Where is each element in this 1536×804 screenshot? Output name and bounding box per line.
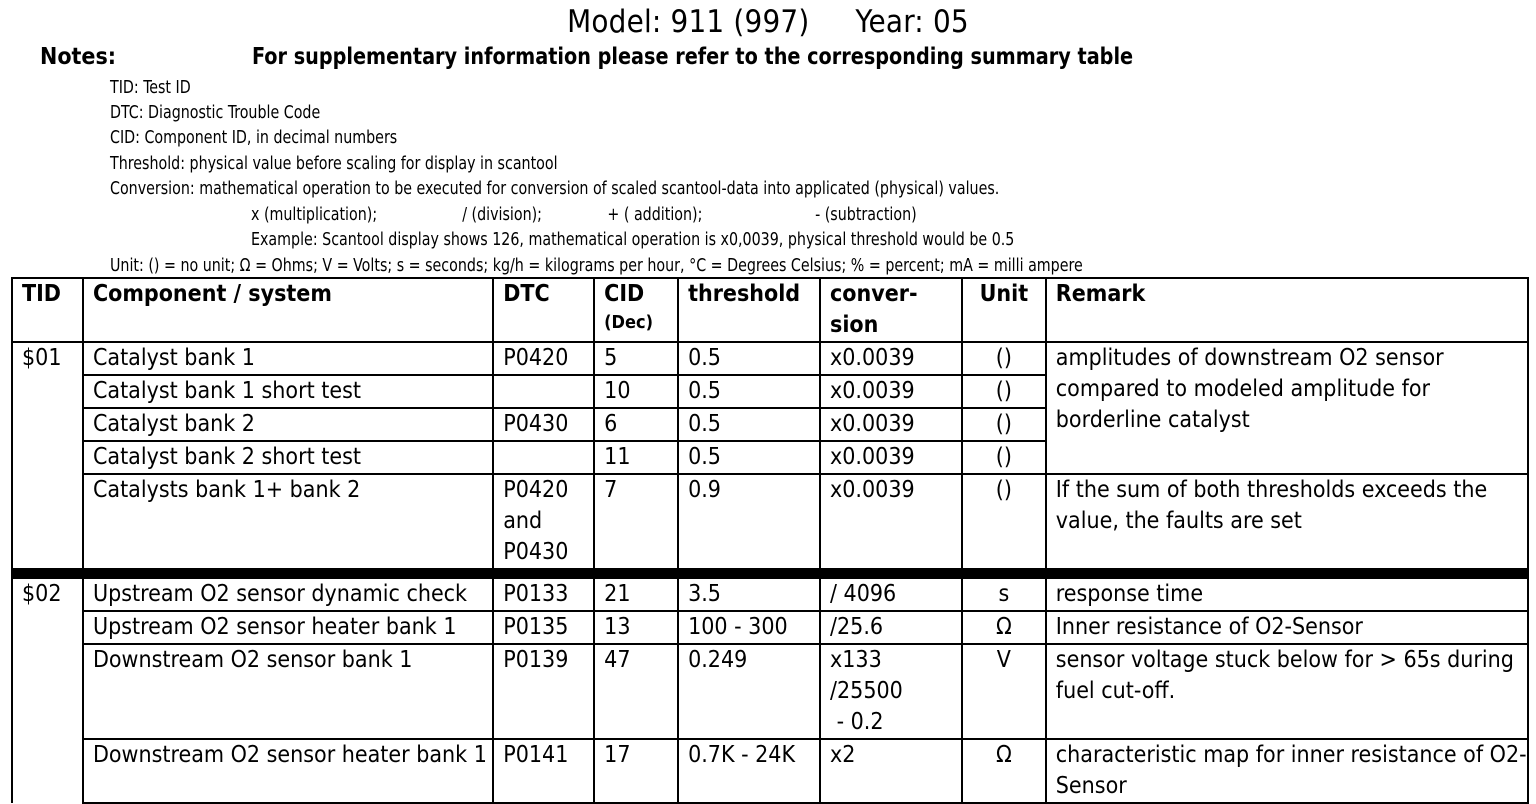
conversion-cell xyxy=(820,644,962,739)
dtc-cell: P0139 xyxy=(493,644,594,739)
header-component: Component / system xyxy=(83,278,493,342)
component-cell: Catalyst bank 2 short test xyxy=(83,441,493,474)
note-dtc: DTC: Diagnostic Trouble Code xyxy=(110,102,321,123)
tid-cell: $01 xyxy=(12,342,83,569)
note-conversion: Conversion: mathematical operation to be executed for conversion of scaled scantool-data into applicated (physical) values. xyxy=(110,178,1000,199)
threshold-cell: 0.5 xyxy=(678,408,820,441)
component-cell: Upstream O2 sensor dynamic check xyxy=(83,578,493,611)
table-row xyxy=(12,342,1528,375)
threshold-cell: 3.5 xyxy=(678,578,820,611)
threshold-cell: 100 - 300 xyxy=(678,611,820,644)
cid-cell: 13 xyxy=(594,611,678,644)
conversion-cell: x0.0039 xyxy=(820,441,962,474)
op-addition: + ( addition); xyxy=(607,204,703,225)
diagnostic-table xyxy=(11,277,1529,804)
cid-cell: 11 xyxy=(594,441,678,474)
dtc-line-1: P0420 xyxy=(503,477,569,503)
unit-cell: () xyxy=(962,474,1046,569)
header-unit: Unit xyxy=(962,278,1046,342)
op-multiplication: x (multiplication); xyxy=(251,204,378,225)
dtc-cell xyxy=(493,375,594,408)
conversion-line-3: - 0.2 xyxy=(830,709,884,735)
dtc-cell: P0133 xyxy=(493,578,594,611)
remark-cell: characteristic map for inner resistance of O2-Sensor xyxy=(1046,739,1528,803)
unit-cell: s xyxy=(962,578,1046,611)
dtc-cell xyxy=(493,474,594,569)
dtc-cell: P0135 xyxy=(493,611,594,644)
conversion-cell: x0.0039 xyxy=(820,375,962,408)
component-cell: Catalysts bank 1+ bank 2 xyxy=(83,474,493,569)
unit-cell: () xyxy=(962,342,1046,375)
component-cell: Downstream O2 sensor heater bank 1 xyxy=(83,739,493,803)
cid-cell: 5 xyxy=(594,342,678,375)
conversion-cell: / 4096 xyxy=(820,578,962,611)
header-cid-sub: (Dec) xyxy=(604,312,653,333)
notes-heading: For supplementary information please refer to the corresponding summary table xyxy=(252,44,1134,70)
table-row xyxy=(12,644,1528,739)
component-cell: Catalyst bank 1 short test xyxy=(83,375,493,408)
note-unit: Unit: () = no unit; Ω = Ohms; V = Volts; s = seconds; kg/h = kilograms per hour, °C = Degrees Celsius; % = percent; mA = milli ampere xyxy=(110,255,1083,276)
header-conversion-1: conver- xyxy=(830,281,918,307)
header-threshold: threshold xyxy=(678,278,820,342)
remark-cell: amplitudes of downstream O2 sensor compared to modeled amplitude for borderline catalyst xyxy=(1046,342,1528,474)
note-tid: TID: Test ID xyxy=(110,77,191,98)
conversion-line-1: x133 xyxy=(830,647,882,673)
component-cell: Catalyst bank 1 xyxy=(83,342,493,375)
unit-cell: () xyxy=(962,408,1046,441)
year-label: Year: 05 xyxy=(855,4,969,40)
conversion-cell: x2 xyxy=(820,739,962,803)
header-remark: Remark xyxy=(1046,278,1528,342)
op-subtraction: - (subtraction) xyxy=(815,204,917,225)
threshold-cell: 0.7K - 24K xyxy=(678,739,820,803)
cid-cell: 7 xyxy=(594,474,678,569)
header-dtc: DTC xyxy=(493,278,594,342)
conversion-cell: x0.0039 xyxy=(820,342,962,375)
model-label: Model: 911 (997) xyxy=(567,4,810,40)
unit-cell: Ω xyxy=(962,611,1046,644)
conversion-cell: x0.0039 xyxy=(820,474,962,569)
threshold-cell: 0.249 xyxy=(678,644,820,739)
conversion-cell: /25.6 xyxy=(820,611,962,644)
cid-cell: 6 xyxy=(594,408,678,441)
threshold-cell: 0.9 xyxy=(678,474,820,569)
remark-cell: sensor voltage stuck below for > 65s during fuel cut-off. xyxy=(1046,644,1528,739)
tid-cell: $02 xyxy=(12,578,83,803)
remark-cell: response time xyxy=(1046,578,1528,611)
cid-cell: 17 xyxy=(594,739,678,803)
header-tid: TID xyxy=(12,278,83,342)
header-conversion xyxy=(820,278,962,342)
note-cid: CID: Component ID, in decimal numbers xyxy=(110,127,398,148)
unit-cell: V xyxy=(962,644,1046,739)
dtc-cell: P0430 xyxy=(493,408,594,441)
threshold-cell: 0.5 xyxy=(678,342,820,375)
header-conversion-2: sion xyxy=(830,312,879,338)
dtc-cell xyxy=(493,441,594,474)
group-separator xyxy=(12,569,1528,578)
table-row xyxy=(12,611,1528,644)
unit-cell: () xyxy=(962,375,1046,408)
remark-cell: If the sum of both thresholds exceeds the value, the faults are set xyxy=(1046,474,1528,569)
component-cell: Catalyst bank 2 xyxy=(83,408,493,441)
threshold-cell: 0.5 xyxy=(678,375,820,408)
component-cell: Upstream O2 sensor heater bank 1 xyxy=(83,611,493,644)
cid-cell: 10 xyxy=(594,375,678,408)
dtc-cell: P0420 xyxy=(493,342,594,375)
table-header-row xyxy=(12,278,1528,342)
component-cell: Downstream O2 sensor bank 1 xyxy=(83,644,493,739)
dtc-line-3: P0430 xyxy=(503,539,569,565)
note-operations xyxy=(251,204,917,225)
conversion-cell: x0.0039 xyxy=(820,408,962,441)
note-threshold: Threshold: physical value before scaling for display in scantool xyxy=(110,153,558,174)
page-title xyxy=(0,4,1536,40)
op-division: / (division); xyxy=(462,204,542,225)
note-example: Example: Scantool display shows 126, mathematical operation is x0,0039, physical threshold would be 0.5 xyxy=(251,229,1015,250)
header-cid-label: CID xyxy=(604,281,645,307)
unit-cell: () xyxy=(962,441,1046,474)
header-cid xyxy=(594,278,678,342)
notes-label: Notes: xyxy=(40,44,117,70)
cid-cell: 47 xyxy=(594,644,678,739)
remark-cell: Inner resistance of O2-Sensor xyxy=(1046,611,1528,644)
threshold-cell: 0.5 xyxy=(678,441,820,474)
table-row xyxy=(12,578,1528,611)
separator-bar xyxy=(12,569,1528,578)
table-row xyxy=(12,474,1528,569)
dtc-cell: P0141 xyxy=(493,739,594,803)
cid-cell: 21 xyxy=(594,578,678,611)
conversion-line-2: /25500 xyxy=(830,678,903,704)
table-row xyxy=(12,739,1528,803)
unit-cell: Ω xyxy=(962,739,1046,803)
dtc-line-2: and xyxy=(503,508,543,534)
